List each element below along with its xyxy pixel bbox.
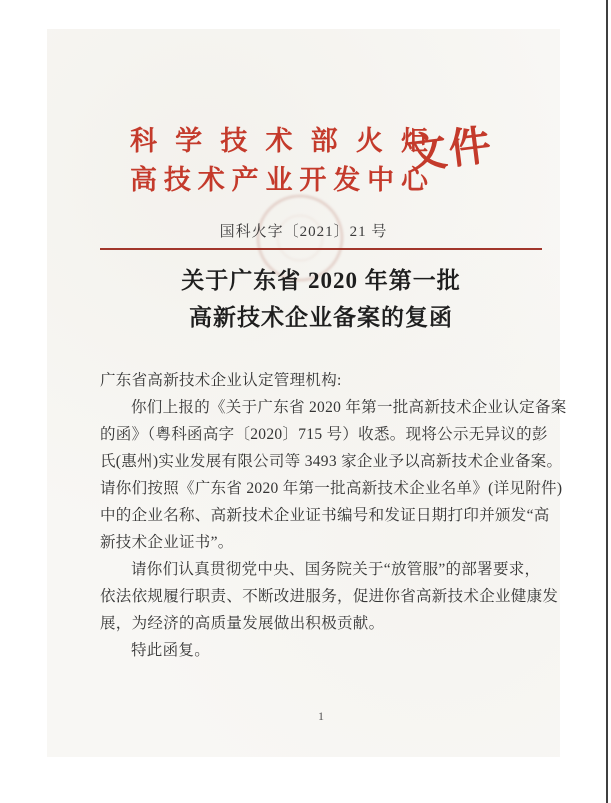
body-line: 展，为经济的高质量发展做出积极贡献。 — [100, 615, 385, 632]
doc-type-label: 文件 — [402, 122, 496, 180]
body-line: 请你们认真贯彻党中央、国务院关于“放管服”的部署要求， — [131, 561, 541, 578]
body-line: 新技术企业证书”。 — [100, 534, 234, 551]
body-line: 的函》（粤科函高字〔2020〕715 号）收悉。现将公示无异议的彭 — [100, 426, 548, 443]
body-line: 氏(惠州)实业发展有限公司等 3493 家企业予以高新技术企业备案。 — [100, 453, 563, 470]
letterhead-agency-name — [130, 122, 428, 200]
document-title — [100, 262, 542, 336]
scan-edge-line — [606, 0, 608, 803]
agency-name-line2: 高技术产业开发中心 — [130, 165, 428, 195]
page-number: 1 — [318, 709, 324, 723]
document-body — [100, 367, 567, 664]
body-salutation: 广东省高新技术企业认定管理机构: — [100, 372, 342, 389]
body-line: 你们上报的《关于广东省 2020 年第一批高新技术企业认定备案 — [131, 399, 567, 416]
agency-name-line1: 科学技术部火炬 — [130, 126, 428, 156]
letterhead-divider-line — [100, 248, 542, 250]
body-line: 依法依规履行职责、不断改进服务，促进你省高新技术企业健康发 — [100, 588, 559, 605]
body-closing: 特此函复。 — [131, 642, 211, 659]
document-page — [47, 29, 567, 757]
title-line1: 关于广东省 2020 年第一批 — [181, 268, 461, 293]
title-line2: 高新技术企业备案的复函 — [189, 305, 453, 330]
document-number: 国科火字〔2021〕21 号 — [219, 224, 388, 240]
body-line: 请你们按照《广东省 2020 年第一批高新技术企业名单》(详见附件) — [100, 480, 563, 497]
body-line: 中的企业名称、高新技术企业证书编号和发证日期打印并颁发“高 — [100, 507, 550, 524]
